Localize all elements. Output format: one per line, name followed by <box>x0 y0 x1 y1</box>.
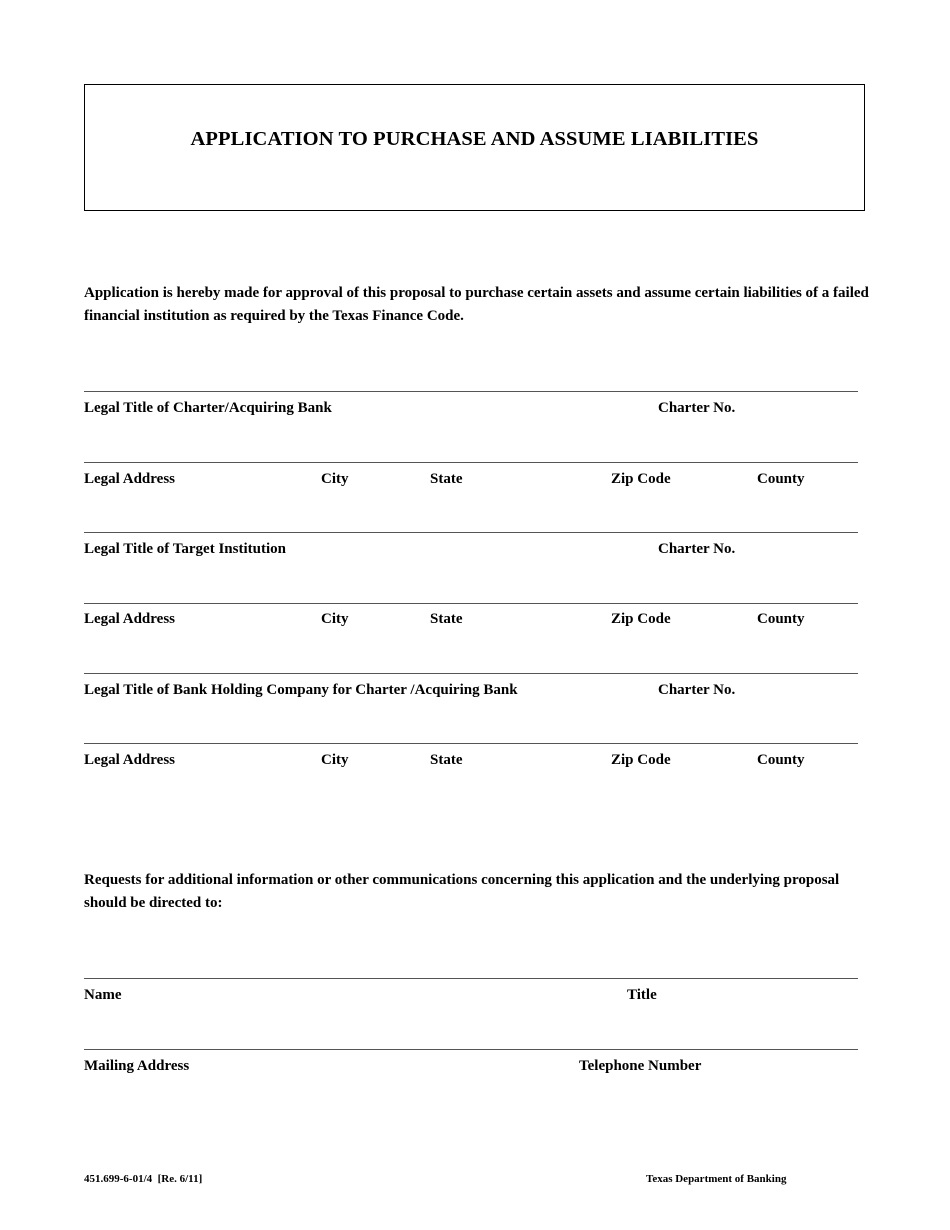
acquiring-state-label: State <box>430 471 463 487</box>
form-title: APPLICATION TO PURCHASE AND ASSUME LIABILITIES <box>190 128 759 150</box>
intro-paragraph: Application is hereby made for approval of this proposal to purchase certain assets and assume certain liabilities of a failed financial institution as required by the Texas Finance Code. <box>84 285 869 324</box>
holding-charter-label: Charter No. <box>658 682 736 698</box>
telephone-label: Telephone Number <box>579 1058 702 1074</box>
acquiring-city-label: City <box>321 471 349 487</box>
holding-state-label: State <box>430 752 463 768</box>
holding-title-line[interactable] <box>84 673 858 674</box>
acquiring-zip-label: Zip Code <box>611 471 671 487</box>
holding-city-label: City <box>321 752 349 768</box>
holding-county-label: County <box>757 752 805 768</box>
target-zip-label: Zip Code <box>611 611 671 627</box>
target-state-label: State <box>430 611 463 627</box>
target-charter-label: Charter No. <box>658 541 736 557</box>
target-county-label: County <box>757 611 805 627</box>
target-address-line[interactable] <box>84 603 858 604</box>
contact-name-label: Name <box>84 987 122 1003</box>
acquiring-county-label: County <box>757 471 805 487</box>
acquiring-title-label: Legal Title of Charter/Acquiring Bank <box>84 400 332 416</box>
holding-address-label: Legal Address <box>84 752 175 768</box>
contact-intro-paragraph: Requests for additional information or other communications concerning this application and the underlying proposal should be directed to: <box>84 872 840 911</box>
acquiring-address-label: Legal Address <box>84 471 175 487</box>
agency-name: Texas Department of Banking <box>646 1173 787 1185</box>
form-number: 451.699-6-01/4 [Re. 6/11] <box>84 1173 203 1185</box>
contact-title-label: Title <box>627 987 657 1003</box>
mailing-address-label: Mailing Address <box>84 1058 190 1074</box>
target-title-line[interactable] <box>84 532 858 533</box>
target-address-label: Legal Address <box>84 611 175 627</box>
contact-address-line[interactable] <box>84 1049 858 1050</box>
holding-title-label: Legal Title of Bank Holding Company for Charter /Acquiring Bank <box>84 682 518 698</box>
acquiring-charter-label: Charter No. <box>658 400 736 416</box>
target-title-label: Legal Title of Target Institution <box>84 541 286 557</box>
acquiring-address-line[interactable] <box>84 462 858 463</box>
holding-zip-label: Zip Code <box>611 752 671 768</box>
contact-name-line[interactable] <box>84 978 858 979</box>
holding-address-line[interactable] <box>84 743 858 744</box>
target-city-label: City <box>321 611 349 627</box>
acquiring-title-line[interactable] <box>84 391 858 392</box>
title-box <box>84 84 865 211</box>
